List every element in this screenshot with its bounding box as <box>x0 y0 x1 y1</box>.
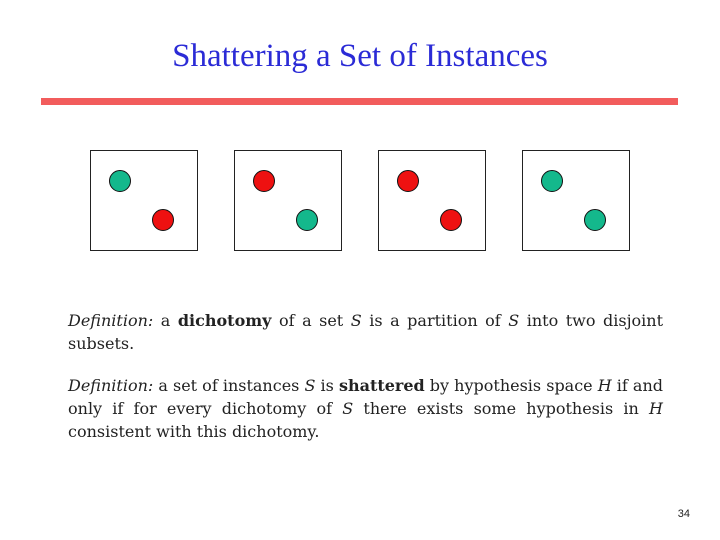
segment: into two disjoint subsets. <box>68 311 664 353</box>
variable-s: S <box>350 311 362 330</box>
term-shattered: shattered <box>338 376 425 395</box>
segment: is <box>315 376 339 395</box>
segment: consistent with this dichotomy. <box>68 422 320 441</box>
term-dichotomy: dichotomy <box>177 311 272 330</box>
instance-point-top-green <box>541 170 563 192</box>
segment: a <box>153 311 178 330</box>
instance-point-top-red <box>253 170 275 192</box>
definition-dichotomy <box>68 309 663 355</box>
dichotomy-panel-2 <box>234 150 342 251</box>
instance-point-bottom-red <box>440 209 462 231</box>
variable-s: S <box>342 399 354 418</box>
definition-label: Definition: <box>68 376 154 395</box>
segment: by hypothesis space <box>424 376 598 395</box>
segment: if and only if for every dichotomy of <box>68 376 664 418</box>
segment: there exists some hypothesis in <box>353 399 650 418</box>
segment: a set of instances <box>153 376 305 395</box>
definitions <box>68 309 663 443</box>
slide-title: Shattering a Set of Instances <box>172 38 548 74</box>
segment: is a partition of <box>361 311 509 330</box>
variable-s: S <box>304 376 316 395</box>
instance-point-bottom-green <box>296 209 318 231</box>
instance-point-top-green <box>109 170 131 192</box>
definition-label: Definition: <box>68 311 154 330</box>
instance-point-bottom-green <box>584 209 606 231</box>
dichotomy-panel-4 <box>522 150 630 251</box>
segment: of a set <box>271 311 351 330</box>
variable-h: H <box>649 399 663 418</box>
page-number: 34 <box>677 508 690 520</box>
instance-point-bottom-red <box>152 209 174 231</box>
variable-s: S <box>508 311 520 330</box>
instance-point-top-red <box>397 170 419 192</box>
definition-shattered <box>68 374 663 443</box>
dichotomy-panel-3 <box>378 150 486 251</box>
title-underline-rule <box>41 98 678 105</box>
dichotomy-panel-1 <box>90 150 198 251</box>
variable-h: H <box>597 376 612 395</box>
